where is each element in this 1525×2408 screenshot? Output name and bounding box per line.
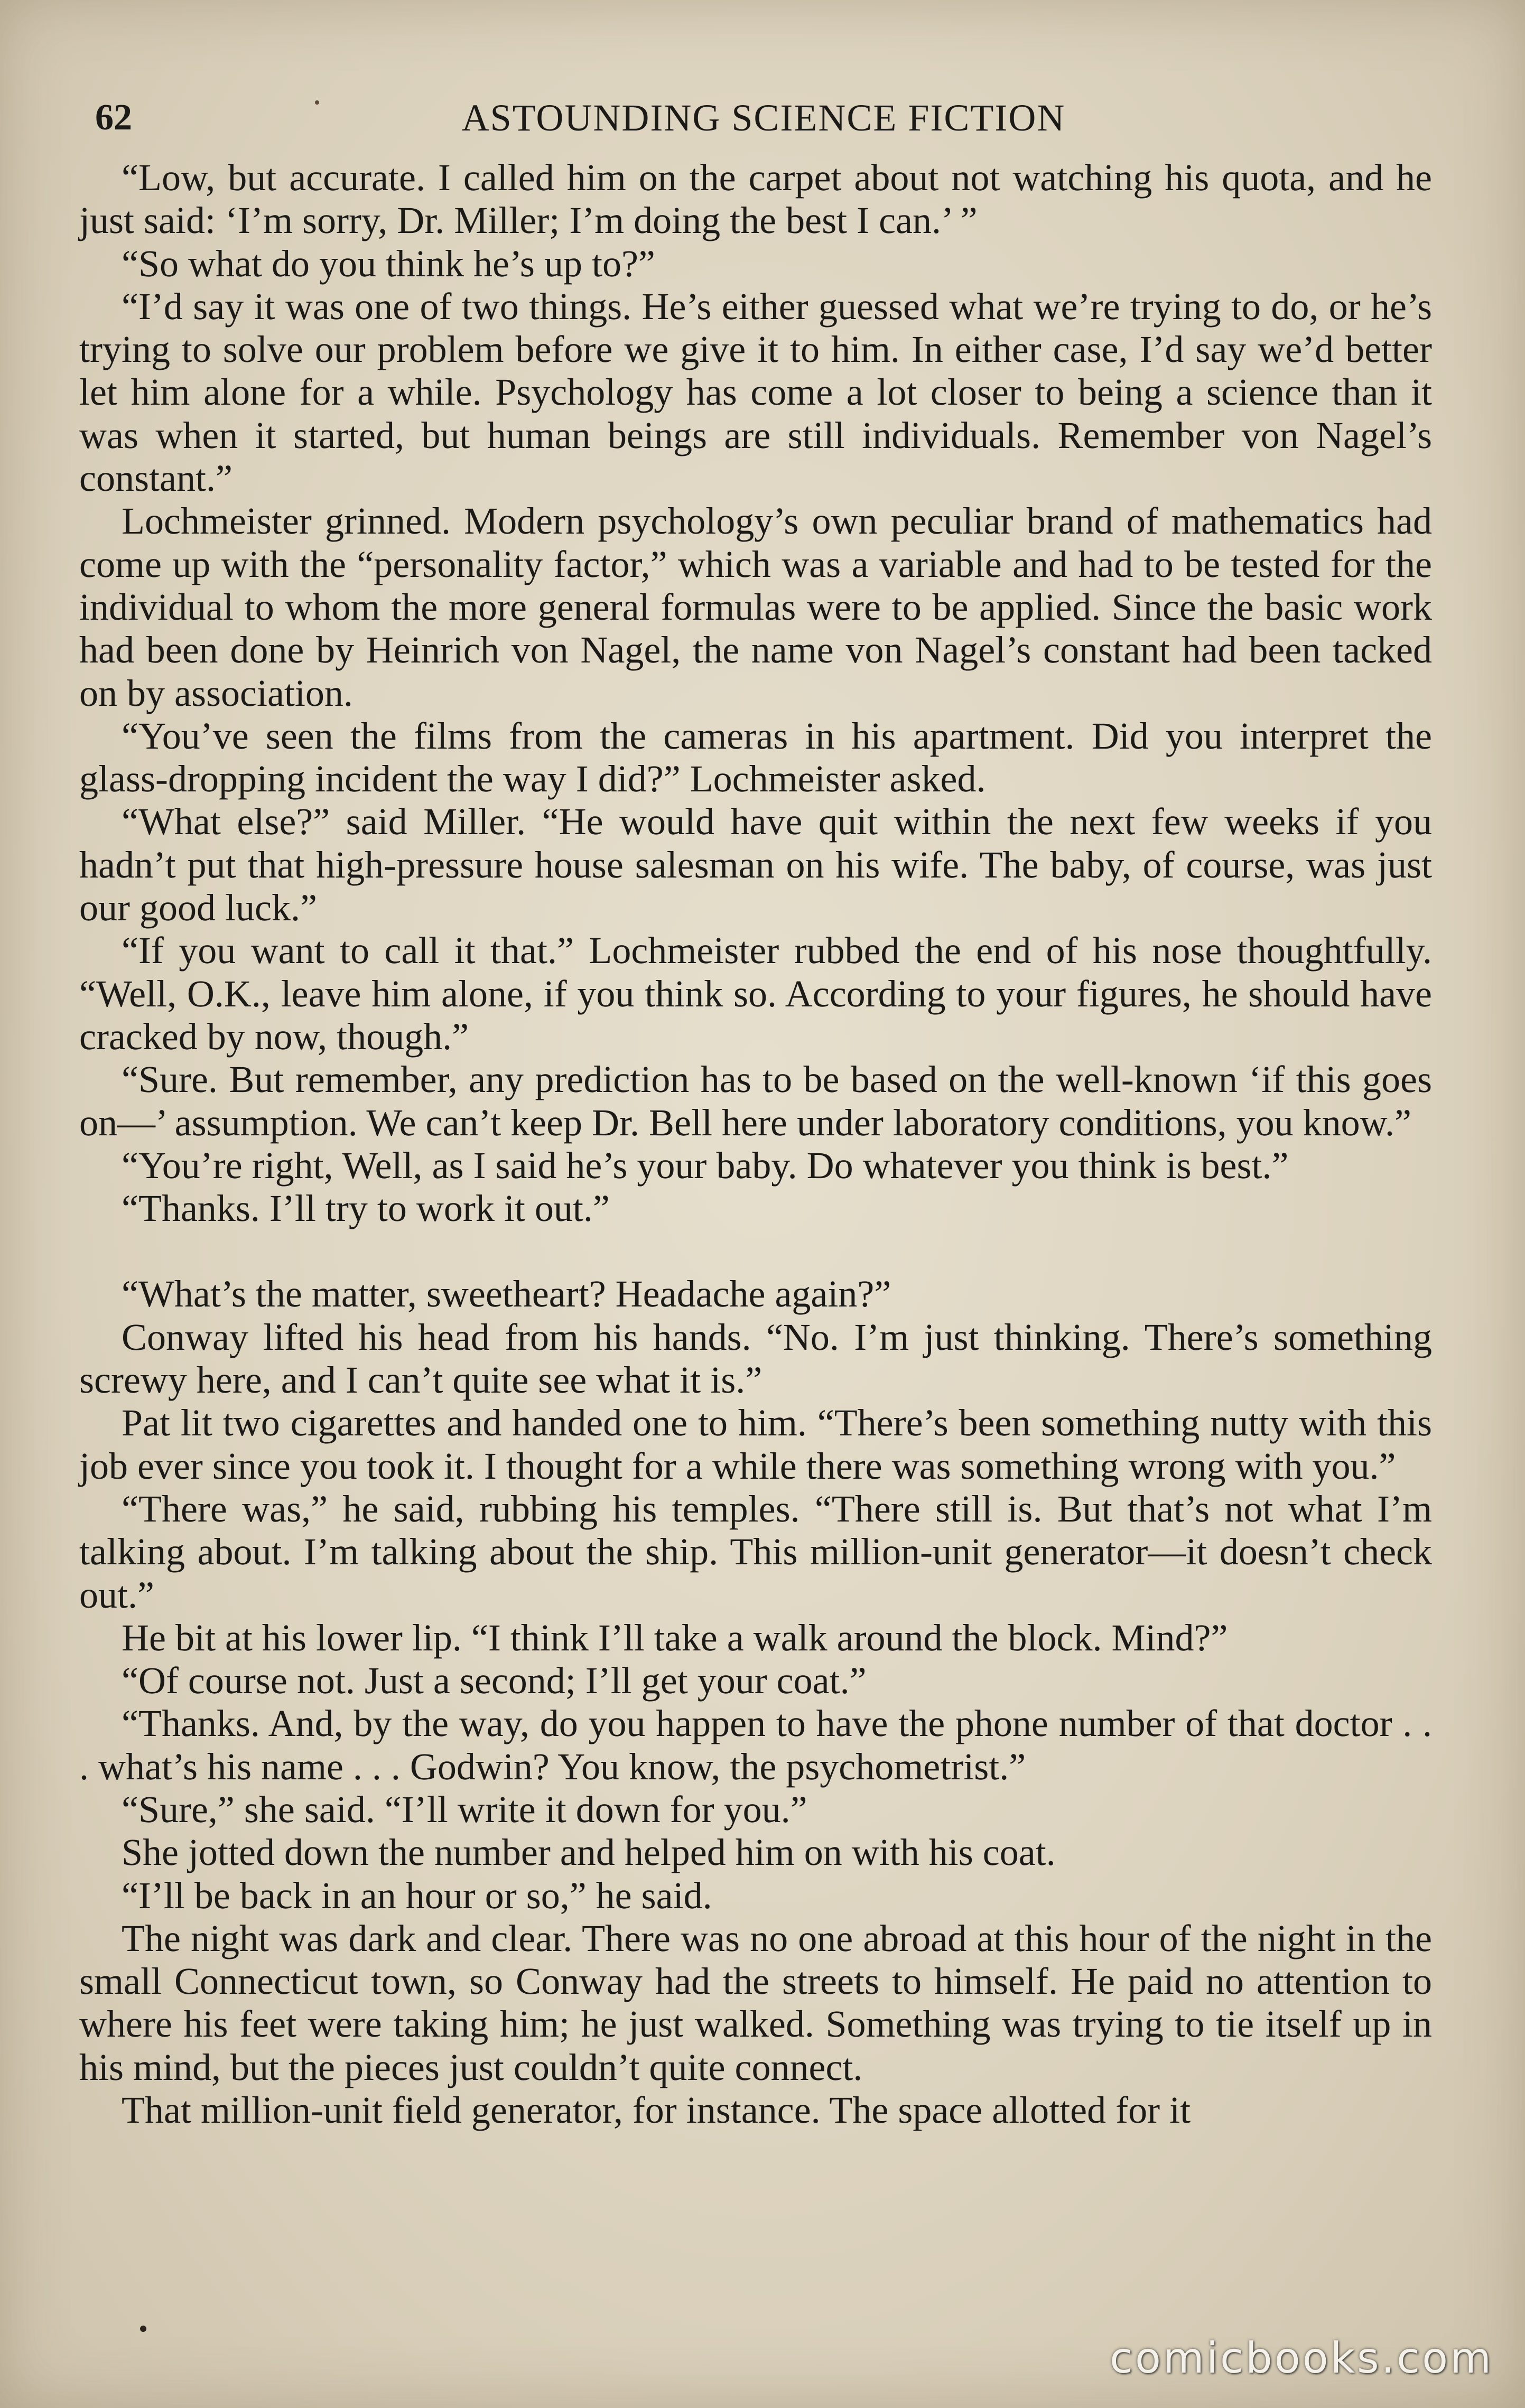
paragraph: “Thanks. And, by the way, do you happen to have the phone number of that doctor . . . what’s his name . . . Godwin? You know, the psychometrist.” [79, 1702, 1432, 1788]
text-body [79, 156, 1432, 2132]
paragraph: Lochmeister grinned. Modern psychology’s own peculiar brand of mathematics had come up with the “personality factor,” which was a variable and had to be tested for the individual to whom the more general formulas were to be applied. Since the basic work had been done by Heinrich von Nagel, the name von Nagel’s constant had been tacked on by association. [79, 500, 1432, 714]
paragraph: “Low, but accurate. I called him on the carpet about not watching his quota, and he just said: ‘I’m sorry, Dr. Miller; I’m doing the best I can.’ ” [79, 156, 1432, 242]
paragraph: That million-unit field generator, for instance. The space allotted for it [122, 2089, 1191, 2132]
paragraph: “So what do you think he’s up to?” [122, 242, 655, 285]
section-break [79, 1230, 1432, 1273]
watermark: comicbooks.com [1109, 2334, 1493, 2383]
paragraph: He bit at his lower lip. “I think I’ll take a walk around the block. Mind?” [122, 1616, 1228, 1659]
ink-speck [140, 2326, 146, 2332]
paragraph: “You’re right, Well, as I said he’s your baby. Do whatever you think is best.” [122, 1144, 1289, 1187]
paragraph: She jotted down the number and helped him on with his coat. [122, 1831, 1056, 1874]
paragraph: “I’d say it was one of two things. He’s either guessed what we’re trying to do, or he’s trying to solve our problem before we give it to him. In either case, I’d say we’d better let him alone for a while. Psychology has come a lot closer to being a science than it was when it started, but human beings are still individuals. Remember von Nagel’s constant.” [79, 285, 1432, 500]
page-number: 62 [95, 97, 132, 138]
paragraph: “There was,” he said, rubbing his temples. “There still is. But that’s not what I’m talking about. I’m talking about the ship. This million-unit generator—it doesn’t check out.” [79, 1487, 1432, 1616]
paragraph: “Thanks. I’ll try to work it out.” [122, 1187, 610, 1230]
paragraph: The night was dark and clear. There was no one abroad at this hour of the night in the small Connecticut town, so Conway had the streets to himself. He paid no attention to where his feet were taking him; he just walked. Something was trying to tie itself up in his mind, but the pieces just couldn’t quite connect. [79, 1917, 1432, 2088]
paragraph: “What else?” said Miller. “He would have quit within the next few weeks if you hadn’t put that high-pressure house salesman on his wife. The baby, of course, was just our good luck.” [79, 800, 1432, 929]
paragraph: “If you want to call it that.” Lochmeister rubbed the end of his nose thoughtfully. “Well, O.K., leave him alone, if you think so. According to your figures, he should have cracked by now, though.” [79, 929, 1432, 1058]
paragraph: “You’ve seen the films from the cameras in his apartment. Did you interpret the glass-dropping incident the way I did?” Lochmeister asked. [79, 714, 1432, 800]
page-header [95, 94, 1432, 142]
paragraph: Pat lit two cigarettes and handed one to him. “There’s been something nutty with this job ever since you took it. I thought for a while there was something wrong with you.” [79, 1402, 1432, 1487]
paragraph: “Of course not. Just a second; I’ll get your coat.” [122, 1659, 867, 1702]
paragraph: Conway lifted his head from his hands. “No. I’m just thinking. There’s something screwy here, and I can’t quite see what it is.” [79, 1315, 1432, 1402]
running-head: ASTOUNDING SCIENCE FICTION [461, 97, 1066, 139]
paragraph: “I’ll be back in an hour or so,” he said. [122, 1874, 712, 1917]
paragraph: “Sure. But remember, any prediction has to be based on the well-known ‘if this goes on—’ assumption. We can’t keep Dr. Bell here under laboratory conditions, you know.” [79, 1058, 1432, 1144]
paragraph: “What’s the matter, sweetheart? Headache again?” [122, 1273, 891, 1315]
paragraph: “Sure,” she said. “I’ll write it down for you.” [122, 1788, 807, 1831]
